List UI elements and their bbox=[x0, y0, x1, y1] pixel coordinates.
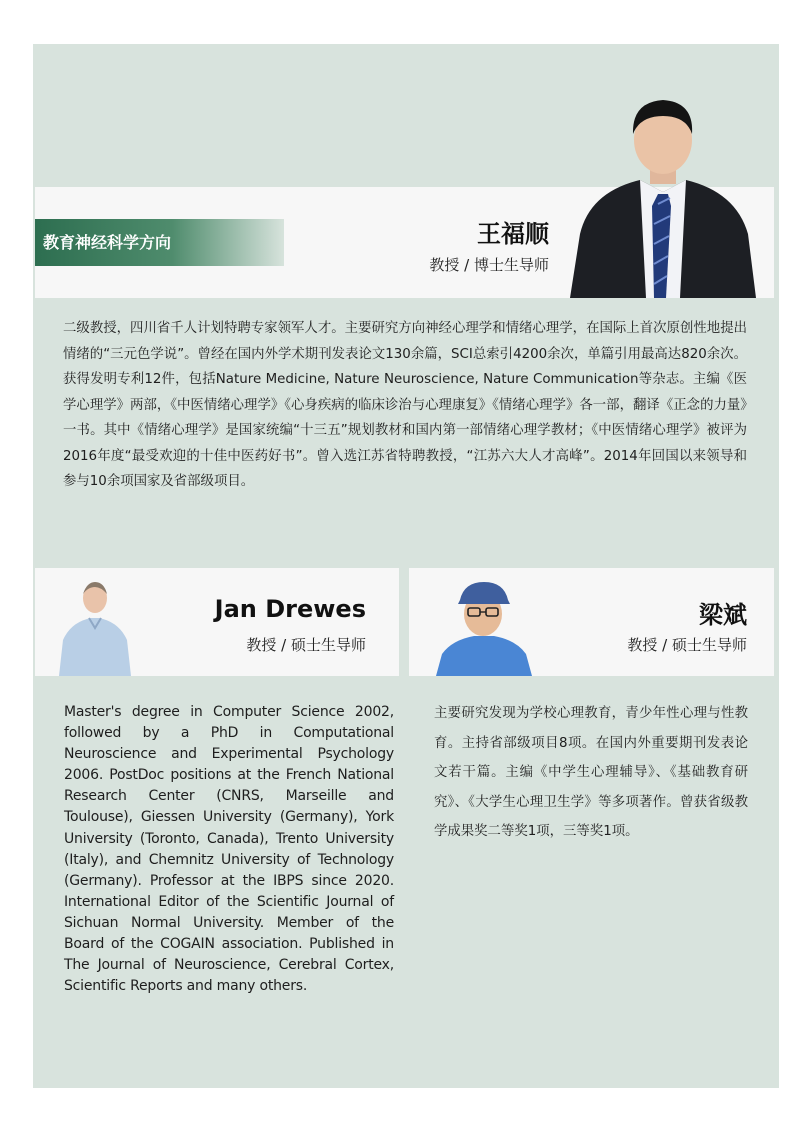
portrait-wang-fushun bbox=[570, 94, 756, 298]
main-profile-title: 教授 / 博士生导师 bbox=[429, 256, 549, 274]
right-profile-name: 梁斌 bbox=[699, 601, 747, 629]
main-profile-name: 王福顺 bbox=[477, 220, 549, 248]
left-profile-title: 教授 / 硕士生导师 bbox=[246, 636, 366, 654]
portrait-jan-drewes bbox=[57, 578, 133, 676]
portrait-liang-bin bbox=[434, 578, 534, 676]
main-profile-bio: 二级教授，四川省千人计划特聘专家领军人才。主要研究方向神经心理学和情绪心理学，在国际上首次原创性地提出情绪的“三元色学说”。曾经在国内外学术期刊发表论文130余篇，SCI总索引4200余次，单篇引用最高达820余次。获得发明专利12件，包括Nature Medicine, Nature Neuroscience, Nature Communication等杂志。主编《医学心理学》两部，《中医情绪心理学》《心身疾病的临床诊治与心理康复》《情绪心理学》各一部，翻译《正念的力量》一书。其中《情绪心理学》是国家统编“十三五”规划教材和国内第一部情绪心理学教材；《中医情绪心理学》被评为2016年度“最受欢迎的十佳中医药好书”。曾入选江苏省特聘教授，“江苏六大人才高峰”。2014年回国以来领导和参与10余项国家及省部级项目。 bbox=[63, 321, 747, 489]
section-tag: 教育神经科学方向 bbox=[35, 219, 284, 266]
left-profile-name: Jan Drewes bbox=[214, 595, 366, 623]
left-profile-bio: Master's degree in Computer Science 2002, followed by a PhD in Computational Neuroscience and Experimental Psychology 2006. PostDoc positions at the French National Research Center (CNRS, Marseille and Toulouse), Giessen University (Germany), York University (Toronto, Canada), Trento University (Italy), and Chemnitz University of Technology (Germany). Professor at the IBPS since 2020. International Editor of the Scientific Journal of Sichuan Normal University. Member of the Board of the COGAIN association. Published in The Journal of Neuroscience, Cerebral Cortex, Scientific Reports and many others. bbox=[64, 704, 394, 995]
right-profile-bio: 主要研究发现为学校心理教育，青少年性心理与性教育。主持省部级项目8项。在国内外重要期刊发表论文若干篇。主编《中学生心理辅导》、《基础教育研究》、《大学生心理卫生学》等多项著作。曾获省级教学成果奖二等奖1项，三等奖1项。 bbox=[434, 706, 748, 839]
right-profile-title: 教授 / 硕士生导师 bbox=[627, 636, 747, 654]
